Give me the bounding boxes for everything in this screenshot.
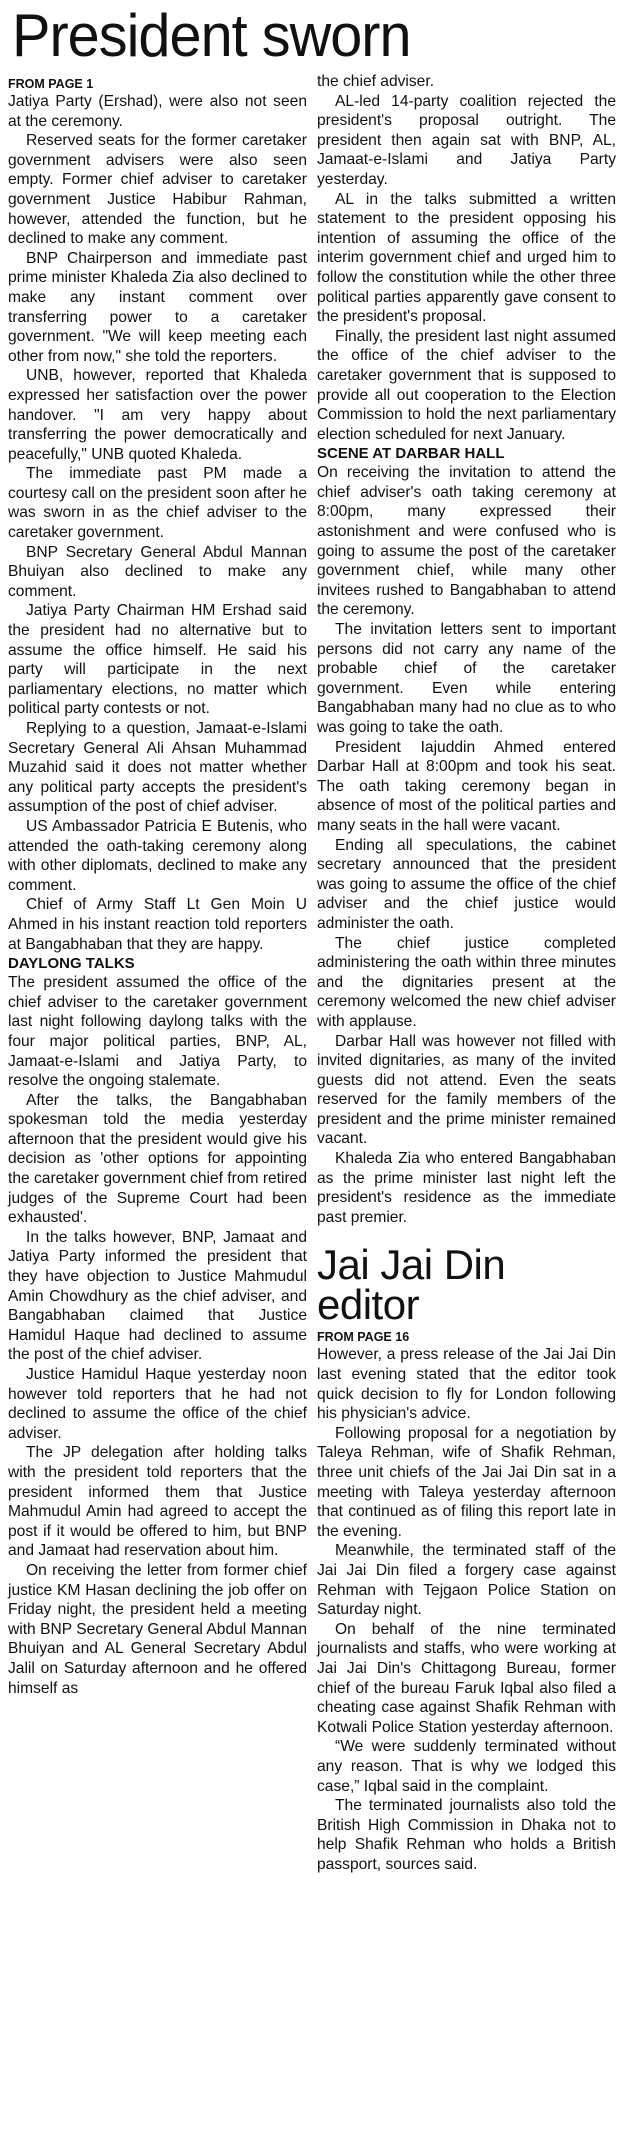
paragraph: AL-led 14-party coalition rejected the president's proposal outright. The president then again sat with BNP, AL, Jamaat-e-Islami and Jatiya Party yesterday. (317, 92, 616, 188)
paragraph: President Iajuddin Ahmed entered Darbar Hall at 8:00pm and took his seat. The oath taking ceremony began in absence of most of the political parties and many seats in the hall were vacant. (317, 738, 616, 834)
paragraph: Ending all speculations, the cabinet secretary announced that the president was going to assume the office of the chief adviser and the chief justice would administer the oath. (317, 836, 616, 932)
article-columns (8, 72, 616, 1874)
paragraph: Jatiya Party (Ershad), were also not seen at the ceremony. (8, 93, 307, 130)
paragraph: The chief justice completed administering the oath within three minutes and the dignitaries present at the ceremony welcomed the new chief adviser with applause. (317, 934, 616, 1030)
paragraph: Darbar Hall was however not filled with invited dignitaries, as many of the invited guests did not attend. Even the seats reserved for the family members of the president and the prime minister remained vacant. (317, 1032, 616, 1148)
second-continuation-label: FROM PAGE 16 (317, 1330, 410, 1345)
paragraph: The terminated journalists also told the British High Commission in Dhaka not to help Shafik Rehman who holds a British passport, sources said. (317, 1797, 616, 1873)
paragraph: UNB, however, reported that Khaleda expressed her satisfaction over the power handover. "I am very happy about transferring the power democratically and peacefully," UNB quoted Khaleda. (8, 367, 307, 463)
paragraph: the chief adviser. (317, 73, 435, 90)
column-left-body (8, 92, 307, 1698)
paragraph: However, a press release of the Jai Jai Din last evening stated that the editor took quick decision to fly for London following his physician's advice. (317, 1346, 616, 1423)
paragraph: Following proposal for a negotiation by Taleya Rehman, wife of Shafik Rehman, three unit chiefs of the Jai Jai Din sat in a meeting with Taleya yesterday afternoon that continued as of filing this report late in the evening. (317, 1424, 616, 1540)
paragraph: Reserved seats for the former caretaker government advisers were also seen empty. Former chief adviser to caretaker government Justice Habibur Rahman, however, attended the function, but he declined to make any comment. (8, 132, 307, 248)
paragraph: The invitation letters sent to important persons did not carry any name of the probable chief of the caretaker government. Even while entering Bangabhaban many had no clue as to who was going to take the oath. (317, 621, 616, 736)
paragraph: On receiving the letter from former chief justice KM Hasan declining the job offer on Friday night, the president held a meeting with BNP Secretary General Abdul Mannan Bhuiyan and AL General Secretary Abdul Jalil on Saturday afternoon and he offered himself as (8, 1561, 307, 1697)
second-article (317, 1241, 616, 1874)
section-subhead: SCENE AT DARBAR HALL (317, 445, 505, 463)
paragraph: Meanwhile, the terminated staff of the Jai Jai Din filed a forgery case against Rehman with Tejgaon Police Station on Saturday night. (317, 1542, 616, 1619)
paragraph: Khaleda Zia who entered Bangabhaban as the prime minister last night left the president's residence as the immediate past premier. (317, 1150, 616, 1226)
section-subhead: DAYLONG TALKS (8, 955, 135, 973)
paragraph: Finally, the president last night assumed the office of the chief adviser to the caretaker government that is supposed to provide all out cooperation to the Election Commission to hold the next parliamentary election scheduled for next January. (317, 327, 616, 443)
column-right-body (317, 72, 616, 1227)
paragraph: BNP Secretary General Abdul Mannan Bhuiyan also declined to make any comment. (8, 543, 307, 600)
paragraph: Chief of Army Staff Lt Gen Moin U Ahmed in his instant reaction told reporters at Bangabhaban that they are happy. (8, 896, 307, 953)
article-headline: President sworn (12, 2, 411, 69)
paragraph: On receiving the invitation to attend the chief adviser's oath taking ceremony at 8:00pm, many expressed their astonishment and were confused who is going to assume the post of the caretaker government chief, while many other invitees rushed to Bangabhaban to attend the ceremony. (317, 464, 616, 619)
paragraph: Justice Hamidul Haque yesterday noon however told reporters that he had not declined to assume the office of the chief adviser. (8, 1366, 307, 1442)
paragraph: “We were suddenly terminated without any reason. That is why we lodged this case,” Iqbal said in the complaint. (317, 1738, 616, 1795)
paragraph: The immediate past PM made a courtesy call on the president soon after he was sworn in as the chief adviser to the caretaker government. (8, 465, 307, 542)
second-article-headline: Jai Jai Din editor (317, 1241, 506, 1329)
paragraph: Replying to a question, Jamaat-e-Islami Secretary General Ali Ahsan Muhammad Muzahid said it does not matter whether any political party accepts the president's assumption of the post of chief adviser. (8, 720, 307, 816)
paragraph: After the talks, the Bangabhaban spokesman told the media yesterday afternoon that the president would give his decision as 'other options for appointing the caretaker government chief from retired judges of the Supreme Court had been exhausted'. (8, 1091, 308, 1227)
second-article-body (317, 1345, 616, 1874)
paragraph: The JP delegation after holding talks with the president told reporters that the president informed them that Justice Mahmudul Amin had agreed to accept the post if it would be offered to him, but BNP and Jamaat had reservation about him. (8, 1444, 307, 1560)
column-right (317, 72, 616, 1874)
continuation-label: FROM PAGE 1 (8, 77, 94, 91)
paragraph: The president assumed the office of the chief adviser to the caretaker government last night following daylong talks with the four major political parties, BNP, AL, Jamaat-e-Islami and Jatiya Party, to resolve the ongoing stalemate. (8, 974, 307, 1090)
paragraph: US Ambassador Patricia E Butenis, who attended the oath-taking ceremony along with other diplomats, declined to make any comment. (8, 817, 307, 894)
paragraph: Jatiya Party Chairman HM Ershad said the president had no alternative but to assume the office himself. He said his party will participate in the next parliamentary elections, no matter which political party contests or not. (8, 602, 307, 718)
paragraph: In the talks however, BNP, Jamaat and Jatiya Party informed the president that they have objection to Justice Mahmudul Amin Chowdhury as the chief adviser, and Bangabhaban claimed that Justice Hamidul Haque had declined to assume the post of the chief adviser. (8, 1228, 307, 1364)
paragraph: On behalf of the nine terminated journalists and staffs, who were working at Jai Jai Din's Chittagong Bureau, former chief of the bureau Faruk Iqbal also filed a cheating case against Shafik Rehman with Kotwali Police Station yesterday afternoon. (317, 1620, 616, 1736)
paragraph: AL in the talks submitted a written statement to the president opposing his intention of assuming the office of the interim government chief and urged him to follow the constitution while the other three political parties apparently gave consent to the president's proposal. (317, 190, 616, 326)
column-left (8, 72, 307, 1874)
paragraph: BNP Chairperson and immediate past prime minister Khaleda Zia also declined to make any instant comment over transferring power to a caretaker government. "We will keep meeting each other from now," she told the reporters. (8, 249, 307, 365)
